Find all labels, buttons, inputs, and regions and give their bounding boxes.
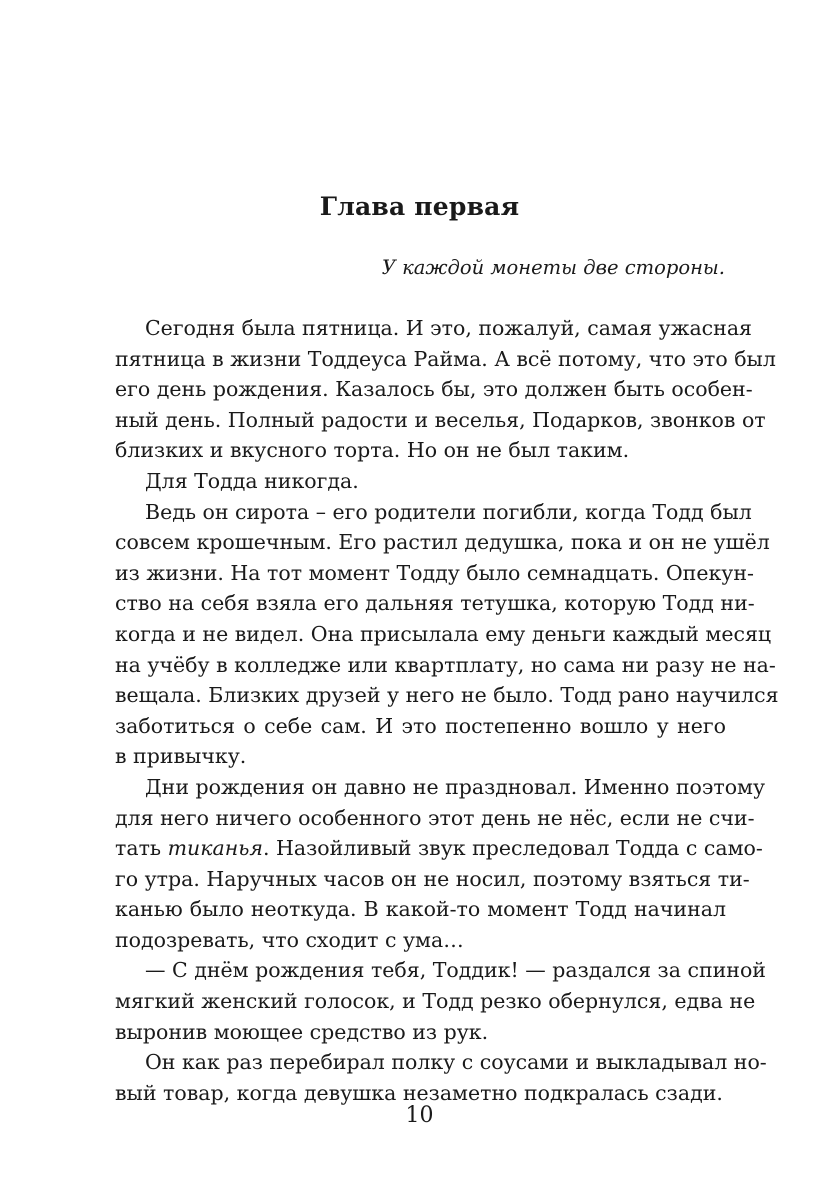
text-segment: — С днём рождения тебя, Тоддик! — раздался за спиной: [145, 958, 766, 983]
text-segment: Ведь он сирота – его родители погибли, когда Тодд был: [145, 499, 752, 524]
text-line: [115, 650, 776, 681]
text-segment: Он как раз перебирал полку с соусами и выкладывал но-: [145, 1050, 767, 1075]
text-segment: его день рождения. Казалось бы, это должен быть особен-: [115, 377, 753, 402]
text-line: [115, 527, 770, 558]
text-line: [115, 1017, 726, 1048]
text-segment: . Назойливый звук преследовал Тодда с само-: [262, 836, 763, 861]
chapter-title: Глава первая: [319, 192, 520, 221]
text-line: [115, 803, 755, 834]
text-segment: ный день. Полный радости и веселья, Подарков, звонков от: [115, 407, 766, 432]
text-segment: выронив моющее средство из рук.: [115, 1019, 489, 1044]
text-line: [115, 588, 755, 619]
text-line: [115, 405, 766, 436]
text-segment: близких и вкусного торта. Но он не был таким.: [115, 438, 630, 463]
text-line: [115, 833, 763, 864]
page-number: 10: [405, 1103, 434, 1128]
text-line: [115, 558, 754, 589]
text-segment: ство на себя взяла его дальняя тетушка, которую Тодд ни-: [115, 591, 755, 616]
text-line: [115, 466, 726, 497]
text-line: [115, 925, 726, 956]
text-line: [115, 344, 776, 375]
text-segment: заботиться о себе сам. И это постепенно вошло у него: [115, 713, 726, 738]
text-line: [115, 497, 752, 528]
text-segment: канью было неоткуда. В какой-то момент Тодд начинал: [115, 897, 726, 922]
text-segment: когда и не видел. Она присылала ему деньги каждый месяц: [115, 621, 772, 646]
text-segment: мягкий женский голосок, и Тодд резко обернулся, едва не: [115, 989, 756, 1014]
text-segment: на учёбу в колледже или квартплату, но сама ни разу не на-: [115, 652, 776, 677]
text-line: [115, 986, 756, 1017]
text-line: [115, 741, 726, 772]
text-segment: тать: [115, 836, 168, 861]
text-line: [115, 435, 726, 466]
text-line: [115, 1047, 767, 1078]
text-segment: совсем крошечным. Его растил дедушка, пока и он не ушёл: [115, 530, 770, 555]
text-line: [115, 955, 766, 986]
text-segment: подозревать, что сходит с ума…: [115, 927, 464, 952]
text-line: [115, 894, 726, 925]
text-line: [115, 711, 726, 742]
text-line: [115, 680, 779, 711]
text-line: [115, 864, 750, 895]
text-segment: Сегодня была пятница. И это, пожалуй, самая ужасная: [145, 316, 752, 340]
text-segment: Дни рождения он давно не праздновал. Именно поэтому: [145, 774, 766, 799]
italic-text-segment: тиканья: [167, 836, 263, 861]
text-line: [115, 772, 766, 803]
text-segment: вещала. Близких друзей у него не было. Тодд рано научился: [115, 683, 779, 708]
text-line: [115, 313, 752, 344]
chapter-epigraph: У каждой монеты две стороны.: [381, 256, 725, 279]
text-segment: в привычку.: [115, 744, 247, 769]
text-segment: для него ничего особенного этот день не нёс, если не счи-: [115, 805, 755, 830]
text-segment: из жизни. На тот момент Тодду было семнадцать. Опекун-: [115, 560, 754, 585]
text-line: [115, 619, 772, 650]
chapter-body-text: [115, 313, 779, 1108]
text-segment: Для Тодда никогда.: [145, 468, 359, 493]
text-segment: го утра. Наручных часов он не носил, поэтому взяться ти-: [115, 866, 750, 891]
text-segment: пятница в жизни Тоддеуса Райма. А всё потому, что это был: [115, 346, 776, 371]
text-segment: вый товар, когда девушка незаметно подкралась сзади.: [115, 1080, 723, 1105]
text-line: [115, 374, 753, 405]
